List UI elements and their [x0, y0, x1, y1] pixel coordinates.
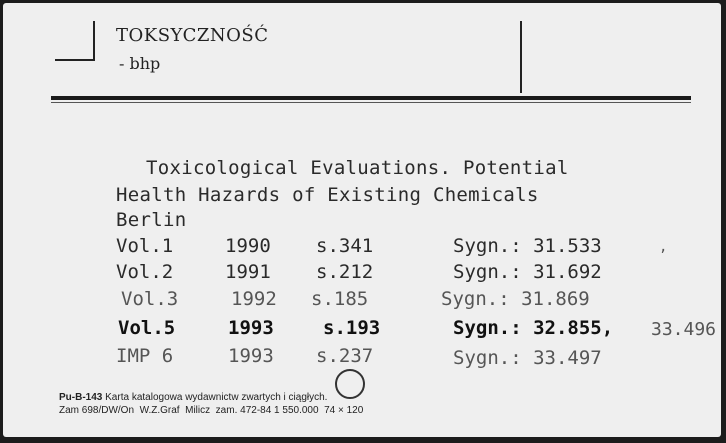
volume-pages: s.193 [323, 317, 381, 339]
column-divider [520, 21, 522, 93]
footer-line-2: Zam 698/DW/On W.Z.Graf Milicz zam. 472-84 1 550.000 74 × 120 [59, 405, 364, 416]
catalog-card [3, 3, 721, 437]
header-rule-thin [51, 102, 691, 103]
volume-year: 1993 [228, 317, 274, 339]
corner-mark [93, 21, 95, 61]
volume-extra: , [659, 239, 668, 255]
volume-year: 1993 [228, 345, 274, 367]
volume-pages: s.185 [311, 288, 369, 310]
volume-label: Vol.1 [116, 235, 174, 257]
volume-sygnature: Sygn.: 31.692 [453, 261, 602, 283]
volume-pages: s.237 [316, 345, 374, 367]
volume-sygnature: Sygn.: 31.533 [453, 235, 602, 257]
volume-label: Vol.3 [121, 288, 179, 310]
volume-label: IMP 6 [116, 345, 174, 367]
volume-year: 1991 [225, 261, 271, 283]
volume-year: 1990 [225, 235, 271, 257]
subject-subheading: - bhp [119, 54, 161, 73]
volume-pages: s.212 [316, 261, 374, 283]
subject-heading: TOKSYCZNOŚĆ [116, 25, 269, 46]
footer-code: Pu-B-143 [59, 392, 103, 403]
volume-extra: 33.496 [651, 319, 717, 340]
title-line-2: Health Hazards of Existing Chemicals [116, 184, 539, 206]
volume-label: Vol.5 [118, 317, 176, 339]
footer-text: Karta katalogowa wydawnictw zwartych i ciągłych. [105, 392, 328, 403]
title-line-1: Toxicological Evaluations. Potential [146, 157, 569, 179]
volume-pages: s.341 [316, 235, 374, 257]
volume-year: 1992 [231, 288, 277, 310]
volume-sygnature: Sygn.: 31.869 [441, 288, 590, 310]
volume-sygnature: Sygn.: 33.497 [453, 347, 602, 369]
punch-hole [335, 369, 365, 399]
corner-mark [55, 59, 95, 61]
volume-label: Vol.2 [116, 261, 174, 283]
place-line: Berlin [116, 209, 187, 231]
volume-sygnature: Sygn.: 32.855, [453, 317, 614, 339]
footer-line-1 [59, 392, 327, 403]
header-rule [51, 96, 691, 100]
